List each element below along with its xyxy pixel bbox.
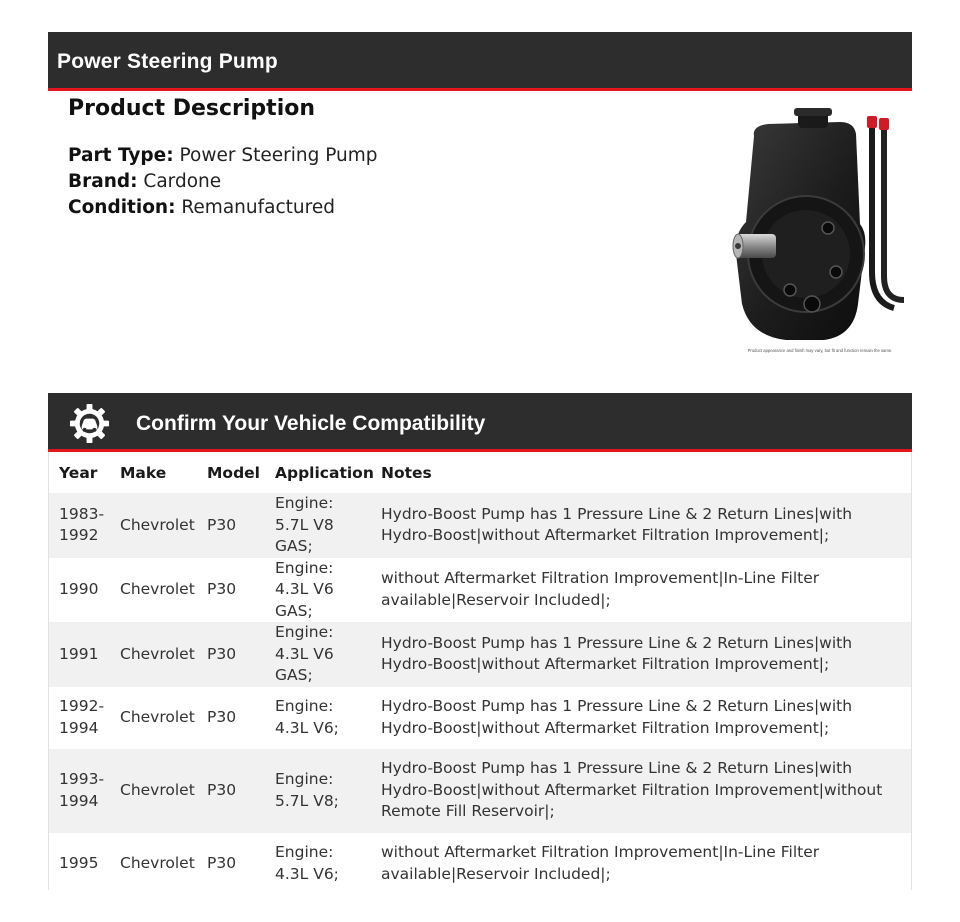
spec-list (68, 143, 688, 221)
product-image (728, 104, 912, 358)
table-row (49, 558, 911, 623)
cell-year: 1990 (59, 580, 99, 598)
spec-value: Power Steering Pump (179, 145, 378, 166)
cell-model: P30 (207, 515, 237, 534)
cell-application: Engine: 4.3L V6 GAS; (275, 558, 334, 620)
cell-make: Chevrolet (120, 853, 195, 872)
spec-label: Condition: (68, 197, 176, 218)
spec-value: Cardone (143, 171, 222, 192)
cell-make: Chevrolet (120, 644, 195, 663)
col-header-model: Model (207, 463, 260, 482)
cell-model: P30 (207, 580, 237, 598)
spec-row-part-type (68, 143, 688, 169)
spec-value: Remanufactured (181, 197, 335, 218)
cell-application: Engine: 5.7L V8 GAS; (275, 494, 334, 555)
spec-label: Brand: (68, 171, 138, 192)
image-caption: Product appearance and finish may vary, but fit and function remain the same. (747, 348, 893, 353)
cell-notes: without Aftermarket Filtration Improvement|In-Line Filter available|Reservoir Included|; (381, 843, 820, 883)
cell-model: P30 (207, 644, 237, 663)
cell-year: 1991 (59, 644, 99, 663)
product-title: Power Steering Pump (57, 50, 278, 73)
description-heading: Product Description (68, 96, 316, 121)
cell-application: Engine: 4.3L V6 GAS; (275, 623, 334, 684)
cell-application: Engine: 4.3L V6; (275, 843, 339, 883)
cell-make: Chevrolet (120, 707, 195, 726)
col-header-year: Year (59, 463, 98, 482)
cell-make: Chevrolet (120, 780, 195, 799)
table-row (49, 493, 911, 558)
cell-notes: without Aftermarket Filtration Improvement|In-Line Filter available|Reservoir Included|; (381, 569, 820, 609)
compatibility-title: Confirm Your Vehicle Compatibility (136, 412, 486, 435)
cell-application: Engine: 4.3L V6; (275, 697, 339, 737)
spec-row-brand (68, 169, 688, 195)
cell-model: P30 (207, 853, 237, 872)
col-header-make: Make (120, 463, 167, 482)
cell-make: Chevrolet (120, 515, 195, 534)
compatibility-table (48, 452, 912, 890)
cell-model: P30 (207, 780, 237, 799)
product-title-banner (48, 32, 912, 91)
cell-notes: Hydro-Boost Pump has 1 Pressure Line & 2 Return Lines|with Hydro-Boost|without Aftermarket Filtration Improvement|; (381, 697, 853, 737)
col-header-application: Application (275, 463, 374, 482)
table-row (49, 833, 911, 895)
cell-notes: Hydro-Boost Pump has 1 Pressure Line & 2 Return Lines|with Hydro-Boost|without Aftermarket Filtration Improvement|; (381, 633, 853, 674)
spec-label: Part Type: (68, 145, 174, 166)
compatibility-banner (48, 393, 912, 452)
table-row (49, 687, 911, 749)
table-row (49, 749, 911, 833)
col-header-notes: Notes (381, 463, 432, 482)
table-header-row (49, 452, 911, 493)
product-description (68, 96, 688, 221)
cell-year: 1993-1994 (59, 770, 105, 810)
table-row (49, 622, 911, 687)
cell-model: P30 (207, 707, 237, 726)
cell-year: 1992-1994 (59, 697, 105, 737)
cell-notes: Hydro-Boost Pump has 1 Pressure Line & 2 Return Lines|with Hydro-Boost|without Aftermarket Filtration Improvement|without Remote Fill Reservoir|; (381, 759, 883, 821)
cell-make: Chevrolet (120, 580, 195, 598)
cell-application: Engine: 5.7L V8; (275, 770, 339, 810)
cell-year: 1983-1992 (59, 504, 105, 545)
cell-notes: Hydro-Boost Pump has 1 Pressure Line & 2 Return Lines|with Hydro-Boost|without Aftermarket Filtration Improvement|; (381, 504, 853, 545)
gear-car-icon (68, 402, 111, 445)
cell-year: 1995 (59, 853, 99, 872)
spec-row-condition (68, 195, 688, 221)
